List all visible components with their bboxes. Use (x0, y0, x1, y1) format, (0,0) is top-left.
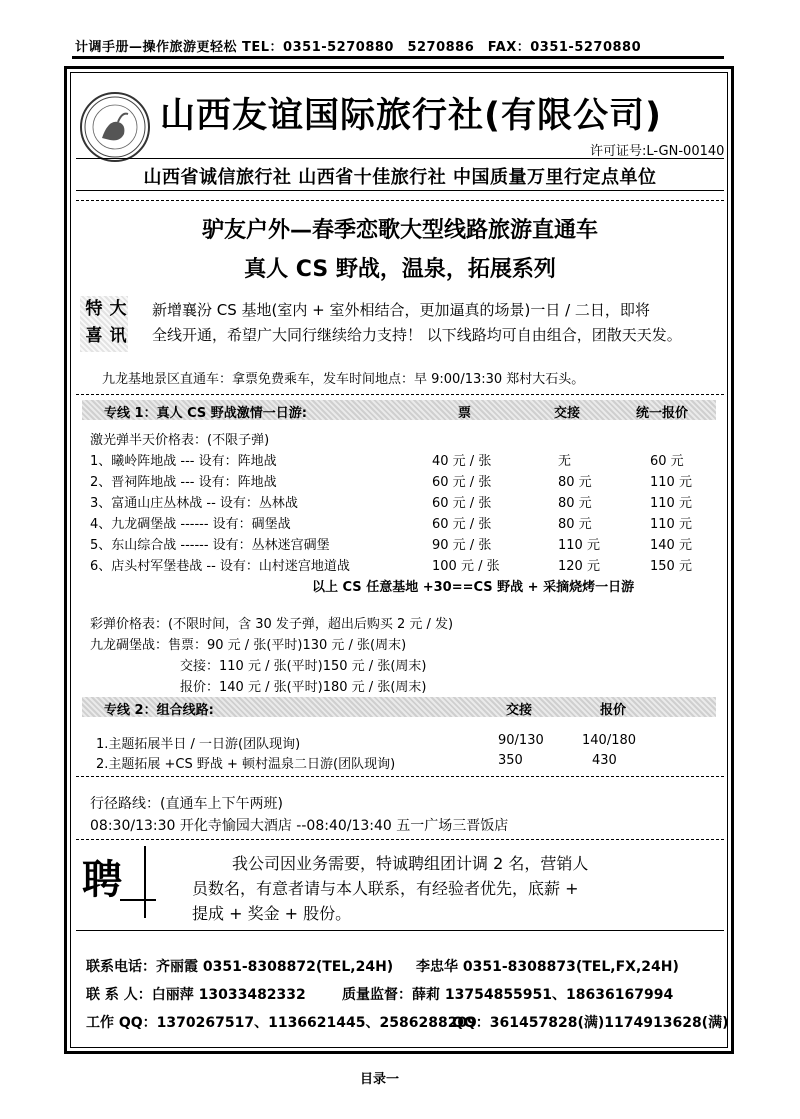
recruit-text-line: 我公司因业务需要，特诚聘组团计调 2 名，营销人 (232, 854, 589, 873)
table-row-price: 140/180 (582, 733, 637, 748)
news-badge-char: 讯 (109, 326, 127, 346)
news-badge-char: 喜 (85, 326, 103, 346)
table-row-price: 140 元 (650, 538, 692, 553)
company-logo (80, 92, 150, 162)
route1-title: 专线 1：真人 CS 野战激情一日游: (104, 406, 307, 421)
table-row-ticket: 60 元 / 张 (432, 517, 492, 532)
laser-price-title: 激光弹半天价格表：(不限子弹) (90, 433, 270, 448)
logo-emblem-icon (82, 94, 148, 160)
itinerary-line: 08:30/13:30 开化寺愉园大酒店 --08:40/13:40 五一广场三晋饭店 (90, 818, 509, 834)
dashed-divider (76, 839, 724, 840)
paintball-line: 交接：110 元 / 张(平时)150 元 / 张(周末) (180, 659, 427, 674)
table-row-pickup: 110 元 (558, 538, 600, 553)
table-row-price: 430 (592, 753, 617, 768)
dashed-divider (76, 200, 724, 201)
table-row-pickup: 90/130 (498, 733, 544, 748)
contact-phone: 联系电话：齐丽霞 0351-8308872(TEL,24H) (86, 959, 394, 975)
company-name: 山西友谊国际旅行社(有限公司) (160, 96, 662, 136)
page-footer: 目录一 (360, 1072, 400, 1087)
table-row-name: 3、富通山庄丛林战 -- 设有：丛林战 (90, 496, 298, 511)
top-rule (72, 56, 724, 59)
recruit-decor-line (120, 899, 156, 901)
table-row-price: 110 元 (650, 496, 692, 511)
table-row-price: 60 元 (650, 454, 684, 469)
news-badge-char: 大 (109, 299, 127, 319)
recruit-character: 聘 (82, 857, 122, 903)
contact-divider (76, 930, 724, 931)
table-row-name: 2、晋祠阵地战 --- 设有：阵地战 (90, 475, 277, 490)
table-row-pickup: 80 元 (558, 517, 592, 532)
recruit-decor-line (144, 846, 146, 918)
table-row-pickup: 80 元 (558, 475, 592, 490)
company-honors: 山西省诚信旅行社 山西省十佳旅行社 中国质量万里行定点单位 (143, 167, 657, 188)
contact-person: 联 系 人：白丽萍 13033482332 (86, 987, 306, 1003)
news-text-line: 新增襄汾 CS 基地(室内 + 室外相结合，更加逼真的场景)一日 / 二日，即将 (152, 301, 650, 319)
paintball-line: 九龙碉堡战：售票：90 元 / 张(平时)130 元 / 张(周末) (90, 638, 407, 653)
route2-col-price: 报价 (600, 703, 627, 718)
paintball-line: 报价：140 元 / 张(平时)180 元 / 张(周末) (180, 680, 427, 695)
news-badge-char: 特 (85, 299, 103, 319)
table-row-name: 6、店头村军堡巷战 -- 设有：山村迷宫地道战 (90, 559, 350, 574)
contact-phone: 李忠华 0351-8308873(TEL,FX,24H) (416, 959, 679, 975)
route1-col-pickup: 交接 (554, 406, 581, 421)
table-row-ticket: 100 元 / 张 (432, 559, 500, 574)
shuttle-info: 九龙基地景区直通车：拿票免费乘车，发车时间地点：早 9:00/13:30 郑村大石头。 (102, 372, 585, 387)
table-row-ticket: 90 元 / 张 (432, 538, 492, 553)
recruit-text-line: 提成 + 奖金 + 股份。 (192, 904, 352, 923)
dashed-divider (76, 776, 724, 777)
table-row-ticket: 60 元 / 张 (432, 475, 492, 490)
header-rule (76, 158, 724, 159)
table-row-name: 2.主题拓展 +CS 野战 + 顿村温泉二日游(团队现询) (96, 757, 396, 772)
combo-note: 以上 CS 任意基地 +30==CS 野战 + 采摘烧烤一日游 (312, 580, 635, 595)
paintball-price-title: 彩弹价格表：(不限时间，含 30 发子弹，超出后购买 2 元 / 发) (90, 617, 454, 632)
table-row-price: 110 元 (650, 475, 692, 490)
table-row-name: 5、东山综合战 ------ 设有：丛林迷宫碉堡 (90, 538, 330, 553)
work-qq: 工作 QQ：1370267517、1136621445、2586288209 (86, 1015, 477, 1031)
license-number: 许可证号:L-GN-00140 (590, 144, 725, 159)
quality-supervisor: 质量监督：薛莉 13754855951、18636167994 (342, 987, 674, 1003)
table-row-name: 1.主题拓展半日 / 一日游(团队现询) (96, 737, 301, 752)
sub-title: 真人 CS 野战，温泉，拓展系列 (244, 257, 556, 282)
table-row-name: 4、九龙碉堡战 ------ 设有：碉堡战 (90, 517, 291, 532)
dashed-divider (76, 394, 724, 395)
table-row-ticket: 40 元 / 张 (432, 454, 492, 469)
qq-numbers: QQ：361457828(满)1174913628(满) (452, 1015, 729, 1031)
route2-title: 专线 2：组合线路: (104, 703, 214, 718)
table-row-price: 150 元 (650, 559, 692, 574)
table-row-price: 110 元 (650, 517, 692, 532)
table-row-pickup: 80 元 (558, 496, 592, 511)
itinerary-title: 行径路线：(直通车上下午两班) (90, 796, 283, 812)
table-row-ticket: 60 元 / 张 (432, 496, 492, 511)
recruit-text-line: 员数名，有意者请与本人联系，有经验者优先，底薪 + (192, 879, 579, 898)
main-title: 驴友户外—春季恋歌大型线路旅游直通车 (201, 218, 598, 243)
header-rule-bottom (76, 190, 724, 191)
table-row-pickup: 350 (498, 753, 523, 768)
table-row-name: 1、曦岭阵地战 --- 设有：阵地战 (90, 454, 277, 469)
table-row-pickup: 无 (558, 454, 572, 469)
route2-col-pickup: 交接 (506, 703, 533, 718)
top-contact-line: 计调手册—操作旅游更轻松 TEL：0351-5270880 5270886 FAX：0351-5270880 (75, 40, 642, 55)
table-row-pickup: 120 元 (558, 559, 600, 574)
news-text-line: 全线开通，希望广大同行继续给力支持！ 以下线路均可自由组合，团散天天发。 (152, 326, 682, 344)
route1-col-ticket: 票 (458, 406, 472, 421)
route1-col-price: 统一报价 (636, 406, 689, 421)
